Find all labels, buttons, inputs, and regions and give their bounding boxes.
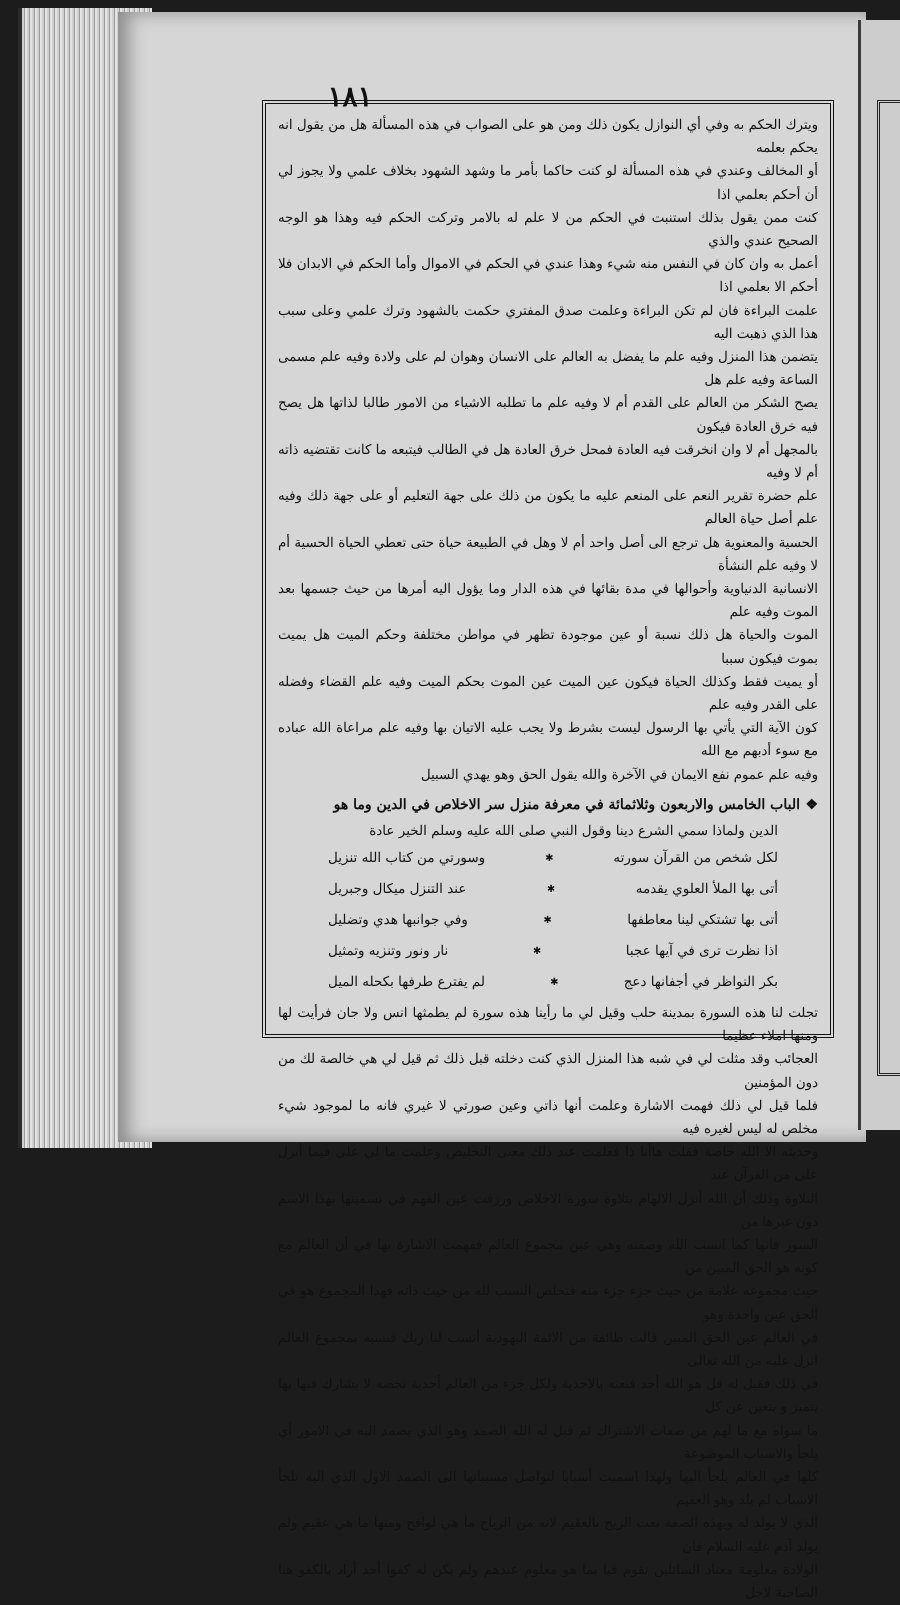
text-line: الذي لا يولد له ويهذه الصفة نعت الريح بالعقيم لانه من الرياح ما هي لواقح ومنها ما هي عقيم ولم يولد آدم عليه السلام فان [278,1516,818,1555]
chapter-intro: الدين ولماذا سمي الشرع دينا وقول النبي صلى الله عليه وسلم الخير عادة [369,822,778,839]
verse-first-half: اذا نظرت ترى في آيها عجبا [625,942,778,959]
text-line: الانسانية الدنياوية وأحوالها في مدة بقائها في هذه الدار وما يؤول اليه أمرها من حيث جسمها بعد الموت وفيه علم [278,582,818,621]
text-line: في ذلك فقيل له قل هو الله أحد فنعته بالاحدية ولكل جزء من العالم أحدية تخصه لا يشارك فيها بها يتميز و يتعين عن كل [278,1377,818,1416]
verse-first-half: لكل شخص من القرآن سورته [613,849,778,866]
text-frame [262,100,834,1601]
verse-second-half: عند التنزل ميكال وجبريل [328,880,467,897]
text-line: وحديثه الا الله خاصة فقلت هاأنا ذا فعلمت عند ذلك معنى التخليص وعلمت ما لي على فيما أنزل على من القرآن عند [278,1145,818,1184]
text-line: أو يميت فقط وكذلك الحياة فيكون عين الميت عين الموت بحكم الميت وفيه علم القضاء وفضله على القدر وفيه علم [278,674,818,714]
text-line: العجائب وقد مثلت لي في شبه هذا المنزل الذي كنت دخلته قبل ذلك ثم قيل لي هي خالصة لك من دون المؤمنين [278,1052,818,1091]
text-line: السور فانها كما انسب الله وصفته وهي عين مجموع العالم ففهمت الاشارة بها في أن العالم مع كونه هو الحق المبين من [278,1237,818,1277]
text-line: كنت ممن يقول بذلك استنبت في الحكم من لا علم له بالامر وتركت الحكم فيه وهذا هو الوجه الصحيح عندي والذي [278,210,818,250]
top-text-block [278,114,818,787]
text-line: أعمل به وان كان في النفس منه شيء وهذا عندي في الحكم في الاموال وأما الحكم في الابدان فلا أحكم الا بعلمي اذا [278,257,818,296]
ornament-icon: ❖ [805,796,818,813]
verse-separator-icon: ✱ [543,914,552,926]
chapter-heading [278,793,818,817]
text-line: الحسية والمعنوية هل ترجع الى أصل واحد أم لا وهل في الطبيعة حياة حتى تعطي الحياة الحسية أم لا وفيه علم النشأة [278,535,818,574]
verse-second-half: نار ونور وتنزيه وتمثيل [328,942,449,959]
text-line: كون الآية التي يأتي بها الرسول ليست بشرط ولا يجب عليه الاتيان بها وفيه علم مراعاة الله عباده مع سوء أدبهم مع الله [278,721,818,760]
verse-first-half: أتى بها الملأ العلوي يقدمه [635,880,778,897]
text-line: في العالم عين الحق المبين قالت طائفة من الائمة اليهودية أنسب لنا ربك فنسبه بمجموع العالم انزل عليه من الله تعالى [278,1330,818,1369]
verse-second-half: وسورتي من كتاب الله تنزيل [328,849,486,866]
text-line: ويترك الحكم به وفي أي النوازل يكون ذلك ومن هو على الصواب في هذه المسألة هل من يقول انه يحكم بعلمه [278,118,818,157]
verse-second-half: لم يفترع طرفها بكحله الميل [328,973,486,990]
verse-separator-icon: ✱ [546,883,556,895]
text-line: التلاوة وذلك أن الله أنزل الالهام بتلاوة سورة الاخلاص ورزقت عين الفهم في تسميتها بهذا الاسم دون غيرها من [278,1191,818,1230]
text-line: يصح الشكر من العالم على القدم أم لا وفيه علم ما تطلبه الاشياء من الامور طالبا لذاتها هل يصح فيه خرق العادة فيكون [278,396,818,435]
page-number: ١٨١ [327,80,373,113]
text-line: بالمجهل أم لا وان انخرقت فيه العادة فمحل خرق العادة هل في الطالب فيتبعه ما كانت تقتضيه ذاته أم لا وفيه [278,442,818,482]
bottom-text-block [278,1002,818,1605]
text-line: فلما قيل لي ذلك فهمت الاشارة وعلمت أنها ذاتي وعين صورتي لا غيري فانه ما لموجود شيء مخلص له ليس لغيره فيه [278,1098,818,1137]
verse-separator-icon: ✱ [545,852,554,864]
chapter-title: الباب الخامس والاربعون وثلاثمائة في معرفة منزل سر الاخلاص في الدين وما هو [333,796,800,813]
poem-verse [278,874,818,905]
text-line: ما سواه مع ما لهم من صفات الاشتراك ثم قيل له الله الصمد وهو الذي يصمد اليه في الامور أي يلجأ والاسباب الموضوعة [278,1423,818,1462]
poem-verse [278,967,818,998]
text-line: كلها في العالم يلجأ اليها ولهذا اسميت أسبابا لتواصل مسبباتها الى الصمد الاول الذي اليه تلجأ الاسباب لم يلد وهو العقيم [278,1469,818,1509]
verse-first-half: أتى بها تشتكي لينا معاطفها [627,911,778,928]
verse-first-half: بكر النواظر في أجفانها دعج [623,973,778,990]
poem-verse [278,843,818,874]
verse-separator-icon: ✱ [532,945,542,957]
text-line: يتضمن هذا المنزل وفيه علم ما يفضل به العالم على الانسان وهوان لم على ولادة وفيه علم مسمى الساعة وفيه علم هل [278,350,818,389]
text-line: علم حضرة تقرير النعم على المنعم عليه ما يكون من ذلك على جهة التعليم أو على جهة ذلك وفيه علم أصل حياة العالم [278,489,818,528]
text-line: الولادة معلومة معتاد السائلين تقوم فيا بما هو معلوم عندهم ولم يكن له كفوا أحد أراد بالكفو هنا الصاحبة لاجل [278,1562,818,1601]
text-line: أو المخالف وعندي في هذه المسألة لو كنت حاكما بأمر ما وشهد الشهود بخلاف علمي ولا يجوز لي أن أحكم بعلمي اذا [278,164,818,203]
text-line: وفيه علم عموم نفع الايمان في الآخرة والله يقول الحق وهو يهدي السبيل [420,767,818,783]
text-line: علمت البراءة فان لم تكن البراءة وعلمت صدق المفتري حكمت بالشهود وترك علمي وعلى سبب هذا الذي ذهبت اليه [278,303,818,342]
verse-second-half: وفي جوانبها هدي وتضليل [328,911,468,928]
poem-verse [278,905,818,936]
verse-separator-icon: ✱ [550,976,559,988]
poem-verse [278,936,818,967]
facing-page-frame [877,100,900,1076]
facing-page-edge [858,20,900,1130]
text-line: الموت والحياة هل ذلك نسبة أو عين موجودة تظهر في مواطن مختلفة وحكم الميت هل يميت بموت فيكون سببا [278,628,818,667]
poem [278,843,818,998]
text-line: حيث مجموعه علامة من حيث جزء جزء منه فتخلص النسب لله من حيث ذاته فهذا المجموع هو في الحق عين واحدة وهو [278,1284,818,1323]
text-line: تجلت لنا هذه السورة بمدينة حلب وقيل لي ما رأينا هذه سورة لم يطمثها انس ولا جان فرأيت لها ومنها املاء عظيما [278,1005,818,1045]
